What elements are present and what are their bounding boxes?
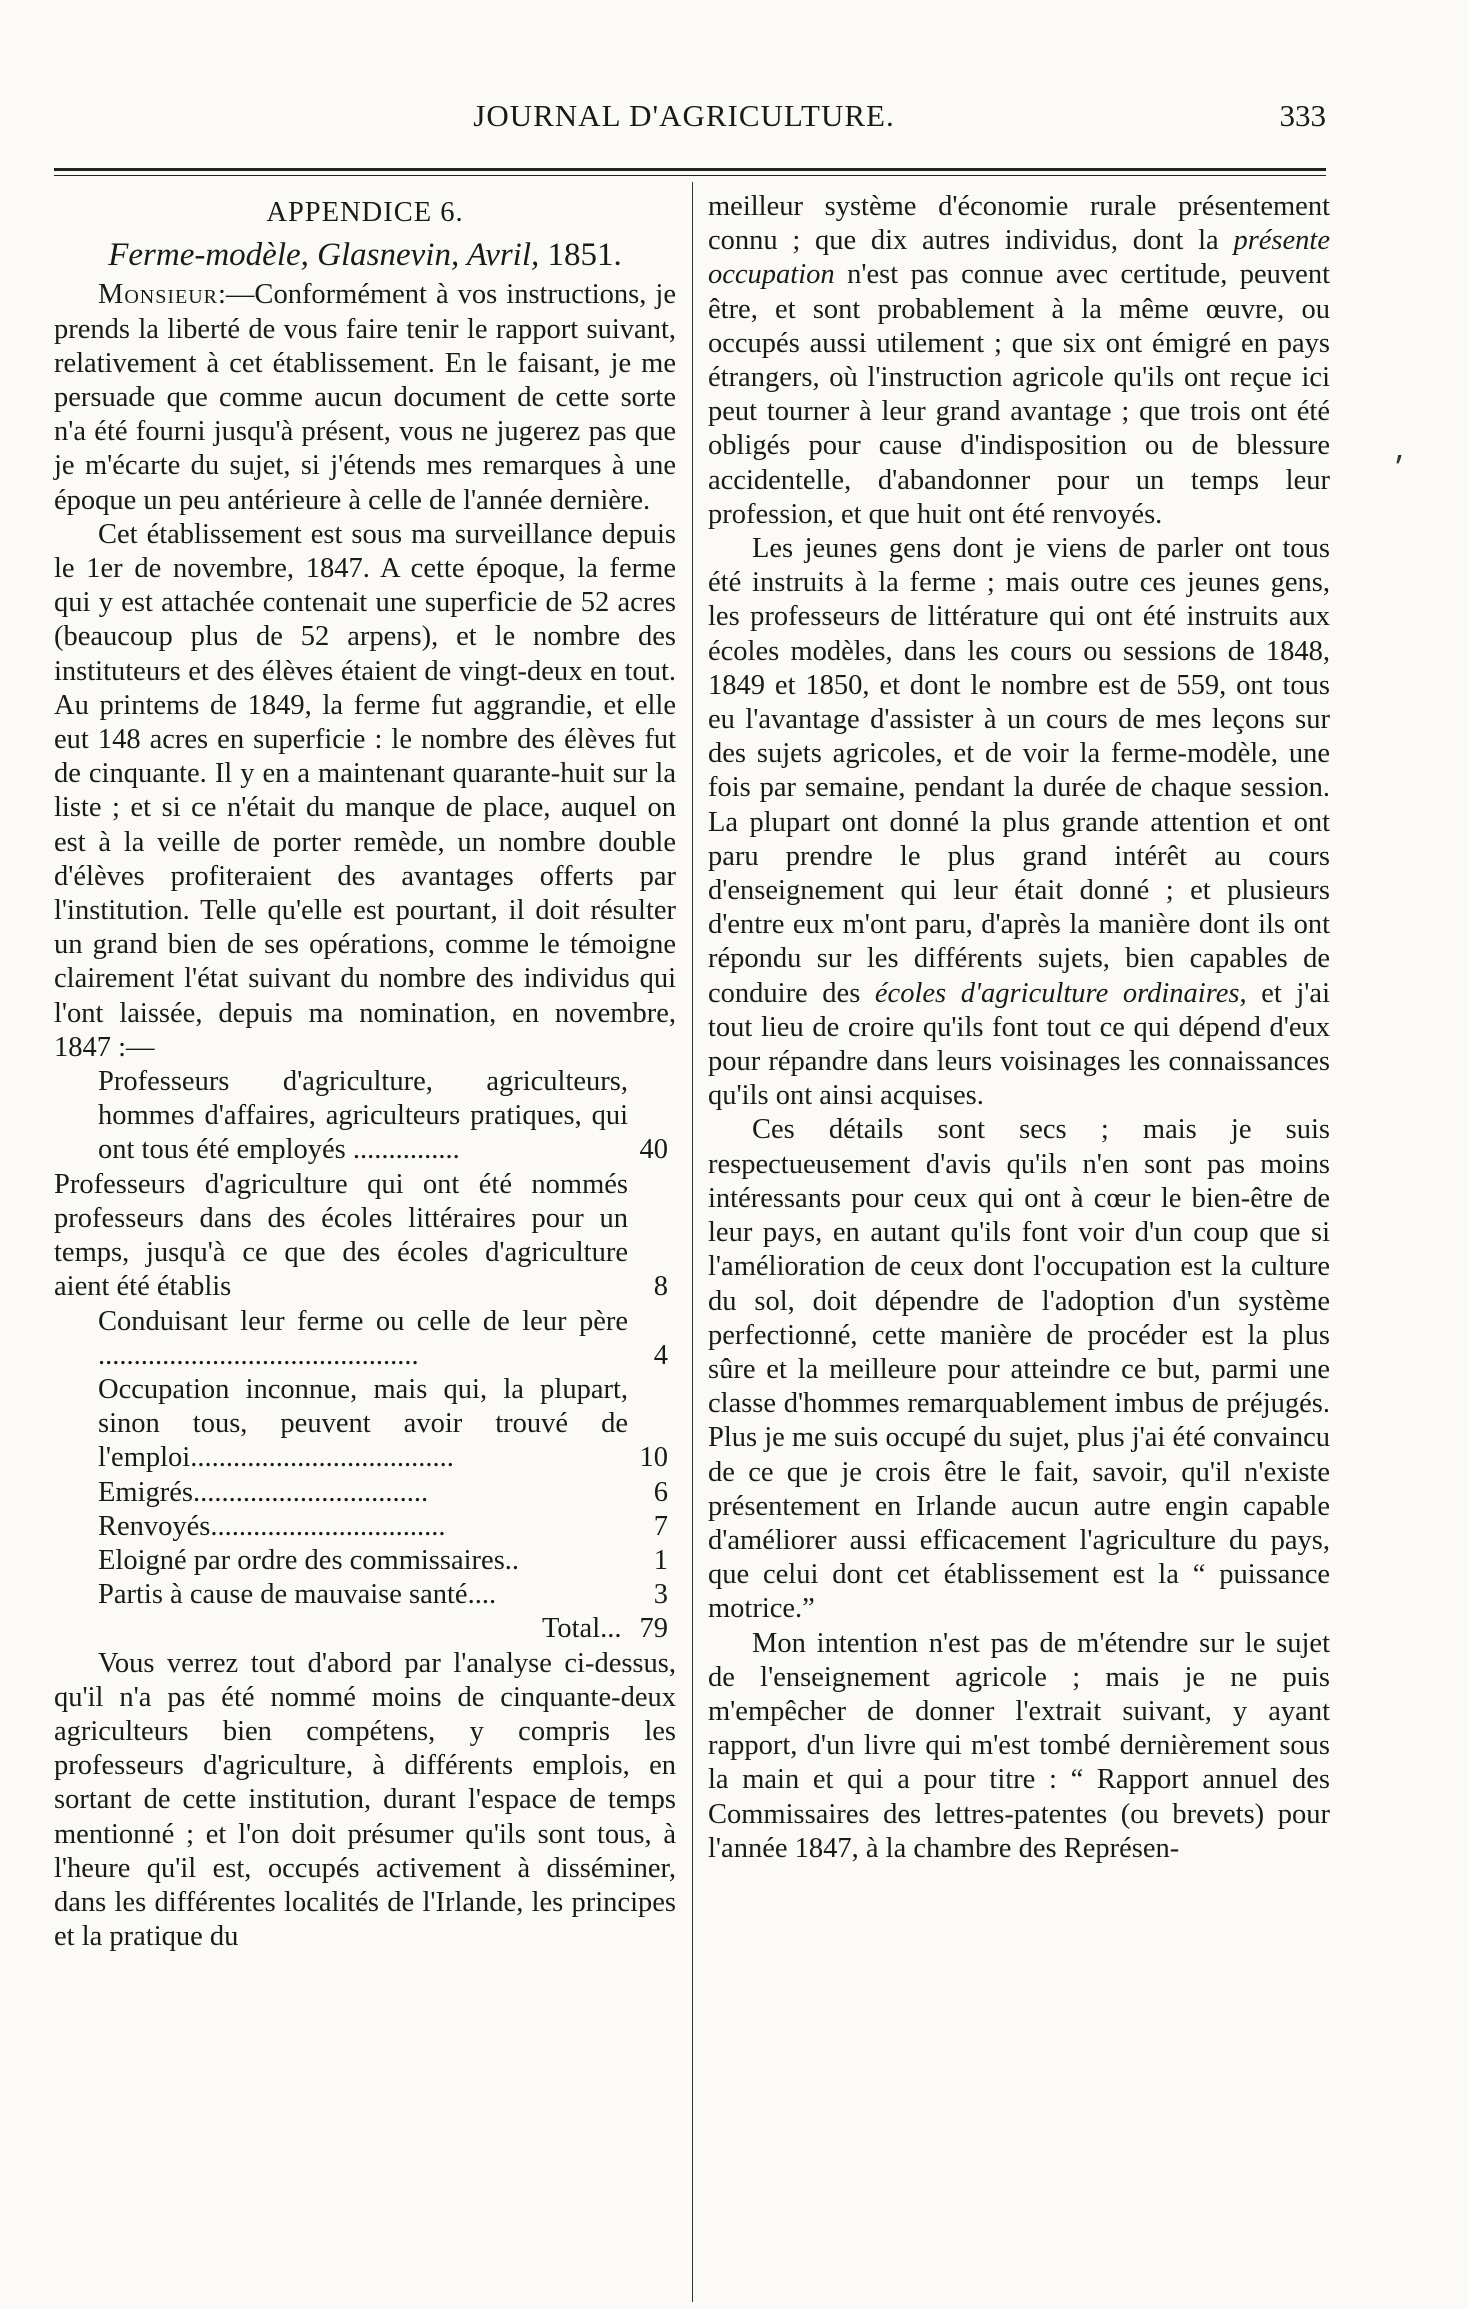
- column-divider: [692, 182, 693, 2302]
- paragraph-text: et j'ai tout lieu de croire qu'ils font tout ce qui dépend d'eux pour répandre dans leurs voisinages les connaissances qu'ils ont ainsi acquises.: [708, 977, 1331, 1112]
- stat-row: [54, 1578, 676, 1612]
- paragraph: Vous verrez tout d'abord par l'analyse ci-dessus, qu'il n'a pas été nommé moins de cinquante-deux agriculteurs bien compétens, y compris les professeurs d'agriculture, à différents emplois, en sortant de cette institution, durant l'espace de temps mentionné ; et l'on doit présumer qu'ils sont tous, à l'heure qu'il est, occupés activement à disséminer, dans les différentes localités de l'Irlande, les principes et la pratique du: [54, 1647, 676, 1953]
- salutation: Monsieur: [98, 279, 219, 311]
- stat-label: Eloigné par ordre des commissaires..: [98, 1544, 520, 1576]
- page-header: [54, 98, 1326, 148]
- stat-row: [54, 1305, 676, 1373]
- stat-count: 8: [653, 1271, 668, 1303]
- header-rule-thin: [54, 175, 1326, 176]
- stat-row: [54, 1168, 676, 1305]
- stat-label: Partis à cause de mauvaise santé....: [98, 1579, 497, 1611]
- dateline-year: 1851.: [547, 237, 622, 274]
- paragraph: [708, 190, 1330, 532]
- stat-row: [54, 1544, 676, 1578]
- header-rule-thick: [54, 168, 1326, 171]
- stat-count: 10: [639, 1442, 668, 1474]
- stat-count: 6: [653, 1476, 668, 1508]
- total-row: [54, 1612, 676, 1646]
- running-title: JOURNAL D'AGRICULTURE.: [473, 98, 895, 133]
- stat-row: [54, 1065, 676, 1168]
- paragraph: Mon intention n'est pas de m'étendre sur le sujet de l'enseignement agricole ; mais je ne puis m'empêcher de donner l'extrait suivant, y ayant rapport, d'un livre qui m'est tombé dernièrement sous la main et qui a pour titre : “ Rapport annuel des Commissaires des lettres-patentes (ou brevets) pour l'année 1847, à la chambre des Représen-: [708, 1627, 1330, 1864]
- appendix-title: APPENDICE 6.: [266, 197, 464, 228]
- paragraph: [54, 278, 676, 517]
- stat-count: 7: [653, 1510, 668, 1542]
- italic-phrase: présente occupation: [708, 225, 1330, 291]
- stat-label: Conduisant leur ferme ou celle de leur père .............................................: [98, 1305, 628, 1371]
- stat-label: Emigrés.................................: [98, 1476, 429, 1508]
- right-column: [708, 190, 1330, 1866]
- paragraph: Cet établissement est sous ma surveillance depuis le 1er de novembre, 1847. A cette époque, la ferme qui y est attachée contenait une superficie de 52 acres (beaucoup plus de 52 arpens), et le nombre des instituteurs et des élèves étaient de vingt-deux en tout. Au printems de 1849, la ferme fut aggrandie, et elle eut 148 acres en superficie : le nombre des élèves fut de cinquante. Il y en a maintenant quarante-huit sur la liste ; et si ce n'était du manque de place, auquel on est à la veille de porter remède, un nombre double d'élèves profiteraient des avantages offerts par l'institution. Telle qu'elle est pourtant, il doit résulter un grand bien de ses opérations, comme le témoigne clairement l'état suivant du nombre des individus qui l'ont laissée, depuis ma nomination, en novembre, 1847 :—: [54, 518, 676, 1063]
- stat-label: Professeurs d'agriculture qui ont été nommés professeurs dans des écoles littéraires pour un temps, jusqu'à ce que des écoles d'agriculture aient été établis: [54, 1168, 628, 1303]
- paragraph-text: meilleur système d'économie rurale présentement connu ; que dix autres individus, dont la: [708, 191, 1330, 257]
- italic-phrase: écoles d'agriculture ordinaires,: [874, 977, 1247, 1009]
- paragraph-text: n'est pas connue avec certitude, peuvent être, et sont probablement à la même œuvre, ou occupés aussi utilement ; que six ont émigré en pays étrangers, où l'instruction agricole qu'ils ont reçue ici peut tourner à leur grand avantage ; que trois ont été obligés pour cause d'indisposition ou de blessure accidentelle, d'abandonner pour un temps leur profession, et que huit ont été renvoyés.: [708, 259, 1330, 530]
- dateline: [54, 238, 676, 272]
- stat-label: Professeurs d'agriculture, agriculteurs, hommes d'affaires, agriculteurs pratiques, qui ont tous été employés ...............: [98, 1066, 628, 1166]
- stat-label: Occupation inconnue, mais qui, la plupart, sinon tous, peuvent avoir trouvé de l'emploi.....................................: [98, 1373, 628, 1474]
- dateline-place: Ferme-modèle, Glasnevin, Avril,: [108, 237, 540, 274]
- statistics-list: [54, 1065, 676, 1646]
- paragraph-text: Les jeunes gens dont je viens de parler ont tous été instruits à la ferme ; mais outre ces jeunes gens, les professeurs de littérature qui ont été instruits aux écoles modèles, dans les cours ou sessions de 1848, 1849 et 1850, et dont le nombre est de 559, ont tous eu l'avantage d'assister à un cours de mes leçons sur des sujets agricoles, et de voir la ferme-modèle, une fois par semaine, pendant la durée de chaque session. La plupart ont donné la plus grande attention et ont paru prendre le plus grand intérêt au cours d'enseignement qui leur était donné ; et plusieurs d'entre eux m'ont paru, d'après la manière dont ils ont répondu sur les différents sujets, bien capables de conduire des: [708, 533, 1330, 1009]
- stat-row: [54, 1373, 676, 1476]
- stat-row: [54, 1510, 676, 1544]
- paragraph: Ces détails sont secs ; mais je suis respectueusement d'avis qu'ils n'en sont pas moins intéressants pour ceux qui ont à cœur le bien-être de leur pays, en autant qu'ils font voir d'un coup que si l'amélioration de ceux dont l'occupation est la culture du sol, doit dépendre de l'adoption d'un système perfectionné, cette manière de procéder est la plus sûre et la meilleure pour atteindre ce but, parmi une classe d'hommes remarquablement imbus de préjugés. Plus je me suis occupé du sujet, plus j'ai été convaincu de ce que je crois être le fait, savoir, qu'il n'existe présentement en Irlande aucun autre engin capable d'améliorer aussi efficacement l'agriculture du pays, que celui dont cet établissement est la “ puissance motrice.”: [708, 1114, 1330, 1625]
- stat-row: [54, 1476, 676, 1510]
- paragraph: [708, 532, 1330, 1113]
- stat-count: 3: [653, 1579, 668, 1611]
- stat-count: 1: [653, 1544, 668, 1576]
- page-number: 333: [1279, 98, 1326, 133]
- total-value: 79: [639, 1613, 668, 1645]
- margin-mark: ⸴: [1395, 435, 1405, 472]
- stat-count: 40: [639, 1134, 668, 1166]
- stat-label: Renvoyés.................................: [98, 1510, 446, 1542]
- left-column: [54, 190, 676, 1954]
- paragraph-text: :—Conformément à vos instructions, je prends la liberté de vous faire tenir le rapport suivant, relativement à cet établissement. En le faisant, je me persuade que comme aucun document de cette sorte n'a été fourni jusqu'à présent, vous ne jugerez pas que je m'écarte du sujet, si j'étends mes remarques à une époque un peu antérieure à celle de l'année dernière.: [54, 279, 676, 516]
- stat-count: 4: [653, 1339, 668, 1371]
- total-label: Total...: [541, 1613, 622, 1645]
